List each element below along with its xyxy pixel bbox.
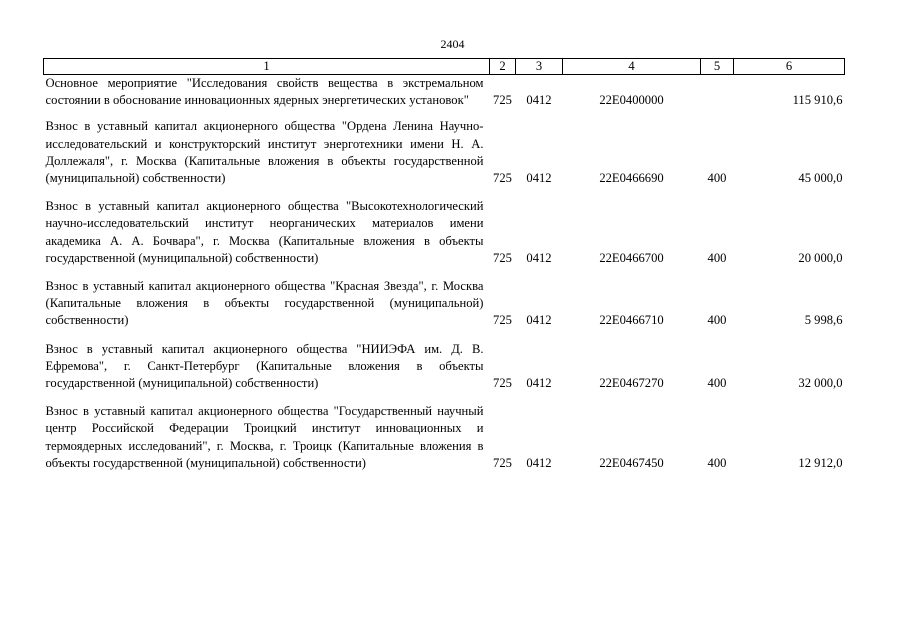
ministry-code: 725 xyxy=(493,250,512,265)
target-code: 22Е0400000 xyxy=(599,93,664,108)
row-description: Взнос в уставный капитал акционерного общества "Ордена Ленина Научно-исследовательский и конструкторский институт энерготехники имени Н. А. Доллежаля", г. Москва (Капитальные вложения в объекты государственной (муниципальной) собственности) xyxy=(45,119,484,186)
table-row xyxy=(44,198,845,278)
expense-type-code: 400 xyxy=(707,250,727,265)
section-code: 0412 xyxy=(526,313,552,328)
column-header: 6 xyxy=(734,59,845,75)
row-description: Взнос в уставный капитал акционерного общества "Высокотехнологический научно-исследовательский институт неорганических материалов имени академика А. А. Бочвара", г. Москва (Капитальные вложения в объекты государственной (муниципальной) собственности) xyxy=(45,199,484,265)
amount-value: 20 000,0 xyxy=(798,250,843,265)
target-code: 22Е0466710 xyxy=(599,313,664,328)
column-header: 5 xyxy=(701,59,734,75)
row-description: Взнос в уставный капитал акционерного общества "Красная Звезда", г. Москва (Капитальные вложения в объекты государственной (муниципальной) собственности) xyxy=(45,279,484,328)
table-row xyxy=(44,278,845,341)
ministry-code: 725 xyxy=(493,455,512,470)
section-code: 0412 xyxy=(526,376,552,391)
column-header: 1 xyxy=(44,59,490,75)
target-code: 22Е0467270 xyxy=(599,376,664,391)
column-header: 4 xyxy=(563,59,701,75)
ministry-code: 725 xyxy=(493,313,512,328)
expense-type-code: 400 xyxy=(707,171,727,186)
expense-type-code: 400 xyxy=(707,313,727,328)
row-description: Основное мероприятие "Исследования свойств вещества в экстремальном состоянии в обоснование инновационных ядерных энергетических установок" xyxy=(45,76,484,108)
ministry-code: 725 xyxy=(493,171,512,186)
table-row xyxy=(44,403,845,483)
row-description: Взнос в уставный капитал акционерного общества "НИИЭФА им. Д. В. Ефремова", г. Санкт-Петербург (Капитальные вложения в объекты государственной (муниципальной) собственности) xyxy=(45,341,484,391)
ministry-code: 725 xyxy=(493,376,512,391)
section-code: 0412 xyxy=(526,171,552,186)
target-code: 22Е0466700 xyxy=(599,250,664,265)
column-header: 3 xyxy=(516,59,563,75)
target-code: 22Е0467450 xyxy=(599,455,664,470)
table-row xyxy=(44,118,845,198)
ministry-code: 725 xyxy=(493,93,512,108)
table-header xyxy=(44,59,845,75)
amount-value: 5 998,6 xyxy=(804,313,843,328)
column-header: 2 xyxy=(490,59,516,75)
page-number: 2404 xyxy=(440,37,465,51)
section-code: 0412 xyxy=(526,93,552,108)
amount-value: 32 000,0 xyxy=(798,376,843,391)
target-code: 22Е0466690 xyxy=(599,171,664,186)
amount-value: 115 910,6 xyxy=(792,93,843,108)
expense-type-code: 400 xyxy=(707,455,727,470)
table-row xyxy=(44,341,845,404)
expense-type-code xyxy=(701,75,734,119)
expense-type-code: 400 xyxy=(707,376,727,391)
amount-value: 12 912,0 xyxy=(798,455,843,470)
section-code: 0412 xyxy=(526,250,552,265)
table-row xyxy=(44,75,845,119)
section-code: 0412 xyxy=(526,455,552,470)
amount-value: 45 000,0 xyxy=(798,171,843,186)
row-description: Взнос в уставный капитал акционерного общества "Государственный научный центр Российской Федерации Троицкий институт инновационных и термоядерных исследований", г. Москва, г. Троицк (Капитальные вложения в объекты государственной (муниципальной) собственности) xyxy=(45,404,484,470)
budget-table xyxy=(43,58,845,483)
